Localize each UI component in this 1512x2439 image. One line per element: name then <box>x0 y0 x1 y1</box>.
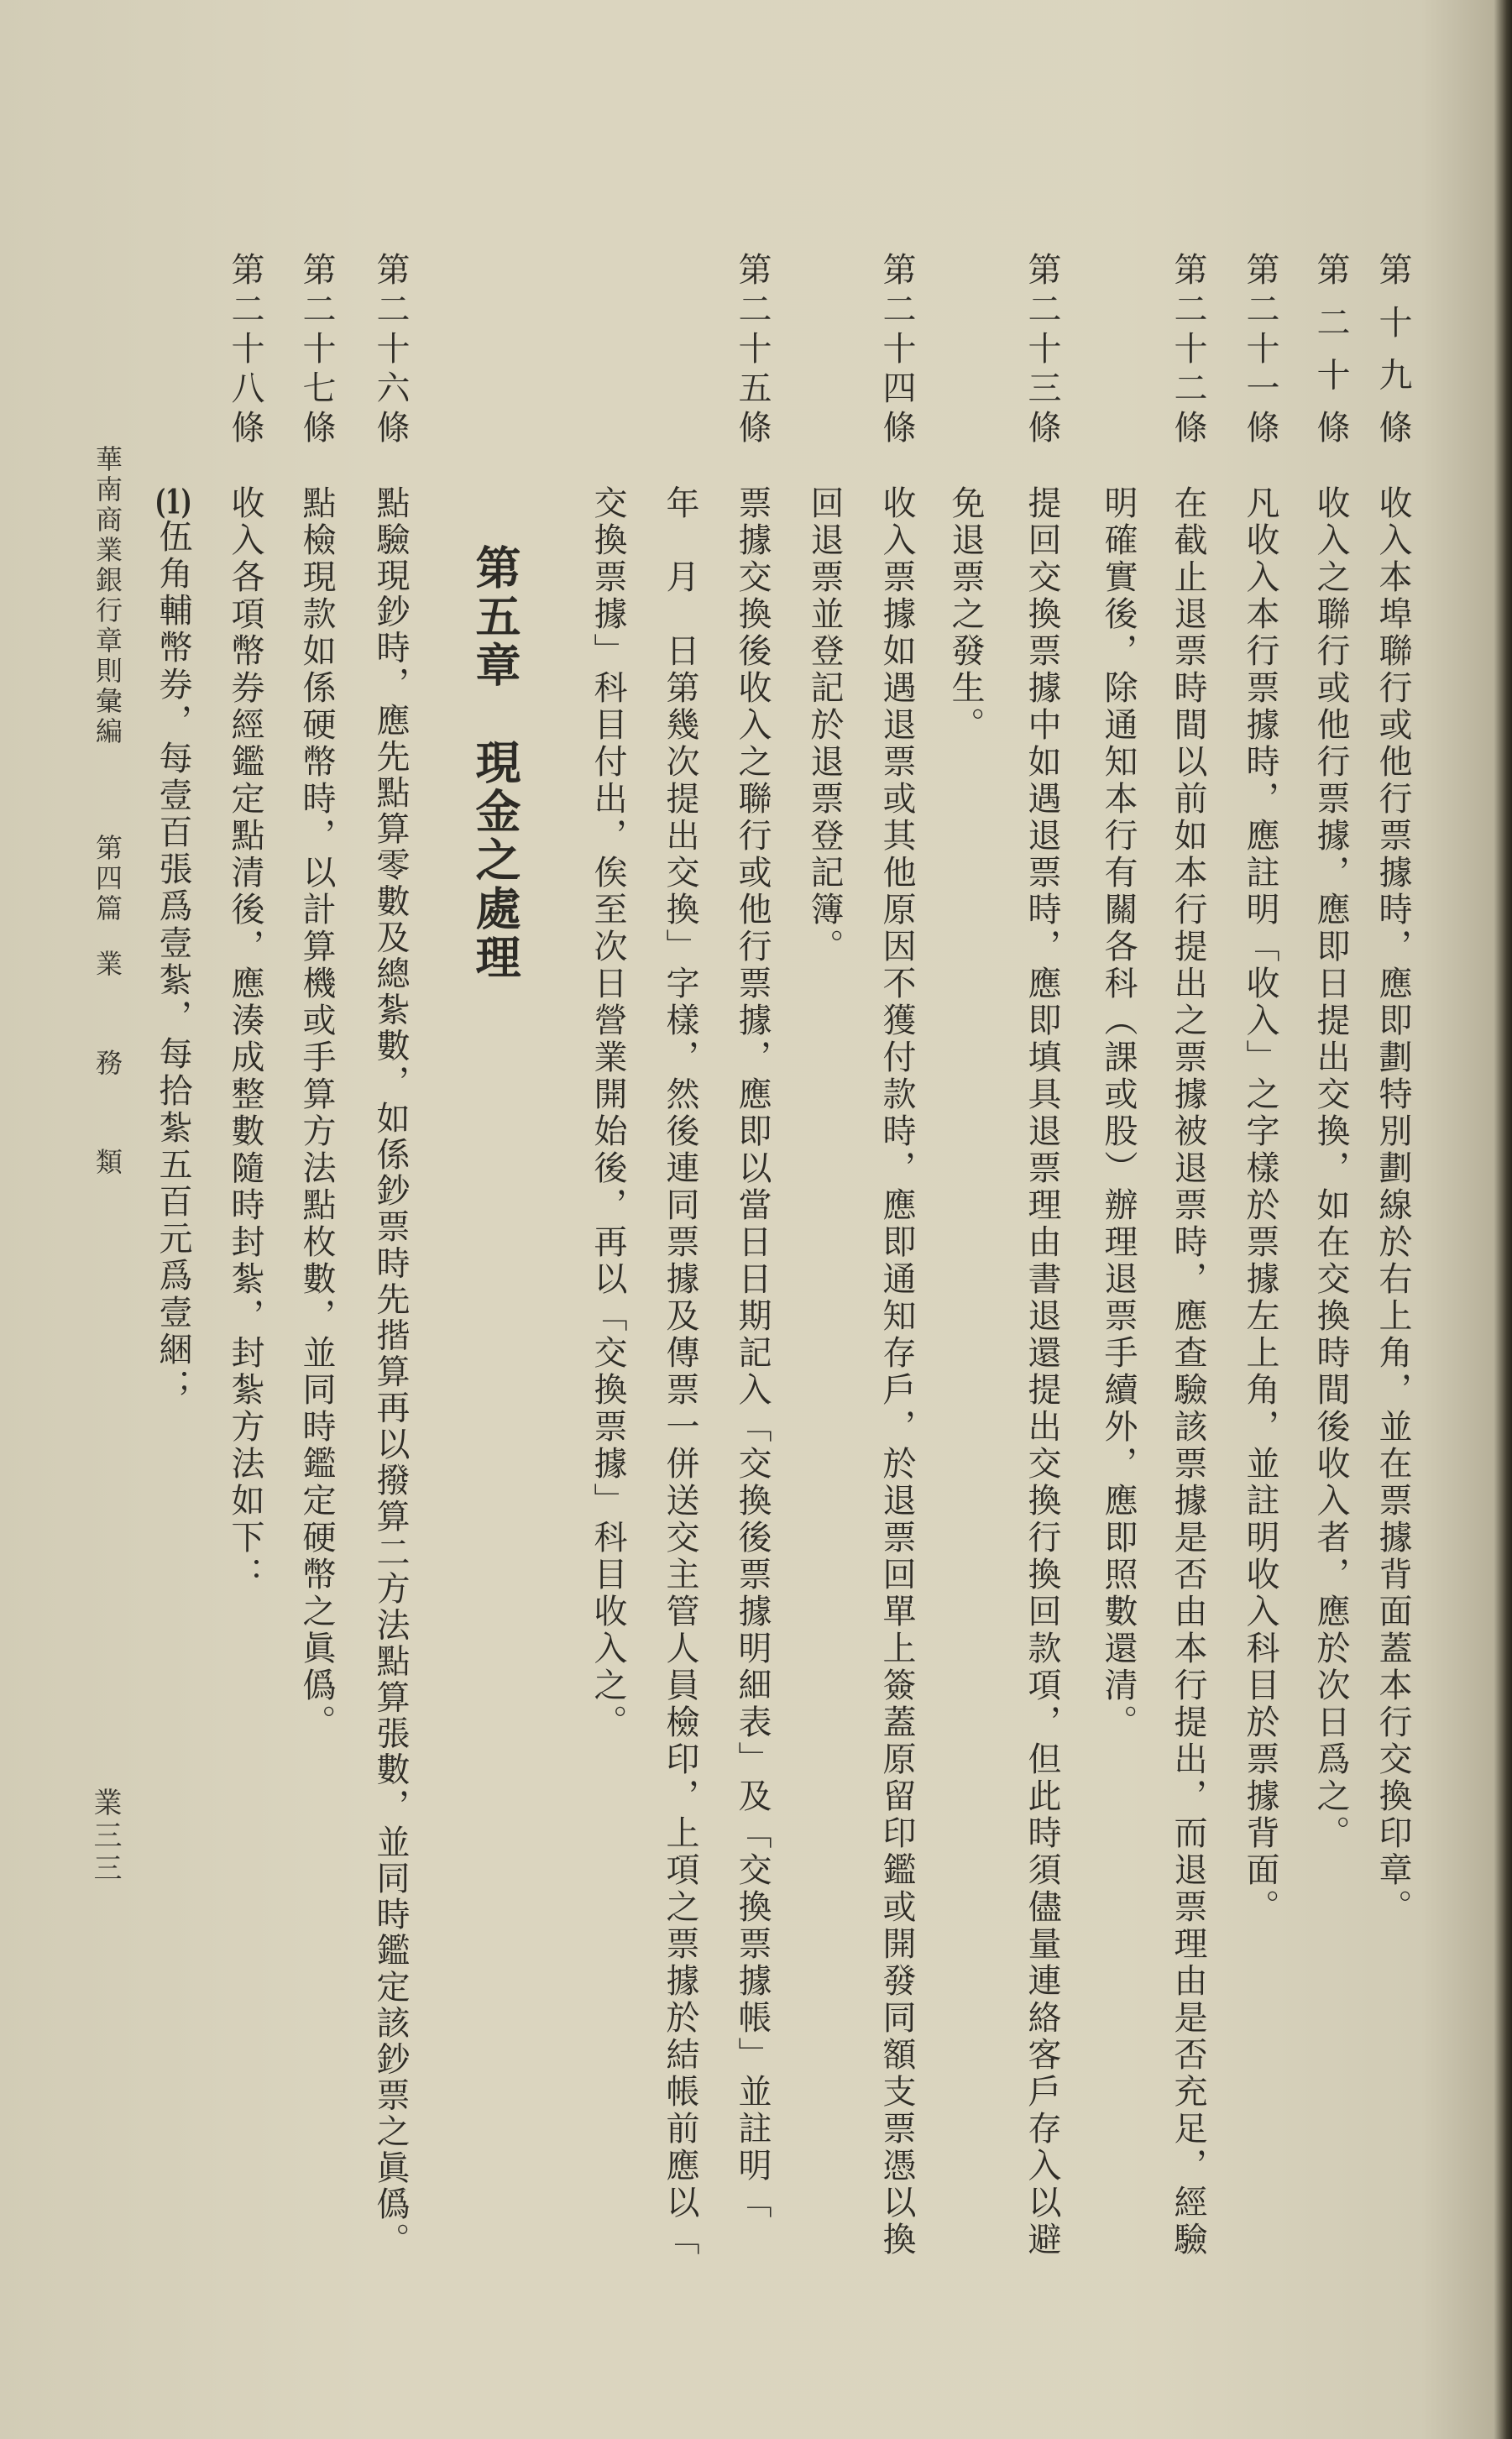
article-number: 第二十四條 <box>877 252 916 449</box>
article-number: 第二十八條 <box>226 252 264 449</box>
article-number: 第二十條 <box>1311 252 1350 463</box>
article-text-line: 收入之聯行或他行票據，應即日提出交換，如在交換時間後收入者，應於次日爲之。 <box>1311 485 1350 1852</box>
article-text-line: 收入各項幣券經鑑定點清後，應湊成整數隨時封紮，封紮方法如下： <box>226 485 264 1594</box>
article-text-line: 回退票並登記於退票登記簿。 <box>805 485 844 966</box>
article-text-line: 交換票據」科目付出，俟至次日營業開始後，再以「交換票據」科目收入之。 <box>589 485 627 1741</box>
article-text-line: 提回交換票據中如遇退票時，應即填具退票理由書退還提出交換行換回款項，但此時須儘量連絡客戶存入以避 <box>1023 485 1061 2258</box>
article-text-line: 凡收入本行票據時，應註明「收入」之字樣於票據左上角，並註明收入科目於票據背面。 <box>1241 485 1279 1926</box>
article-number: 第二十一條 <box>1241 252 1279 449</box>
category-label: 業務類 <box>92 950 123 1247</box>
part-label: 第四篇 <box>92 834 123 924</box>
article-text-line: 點檢現款如係硬幣時，以計算機或手算方法點枚數，並同時鑑定硬幣之眞僞。 <box>297 485 336 1741</box>
list-item-label: (1) <box>154 485 192 519</box>
article-text-line: 點驗現鈔時，應先點算零數及總紮數，如係鈔票時先揩算再以撥算二方法點算張數，並同時鑑定該鈔票之眞僞。 <box>371 485 410 2258</box>
article-number: 第二十六條 <box>371 252 410 449</box>
article-text-line: 票據交換後收入之聯行或他行票據，應即以當日日期記入「交換後票據明細表」及「交換票據帳」並註明「 <box>733 485 772 2222</box>
book-title: 華南商業銀行章則彙編 <box>92 445 123 747</box>
article-text-line: 明確實後，除通知本行有關各科（課或股）辦理退票手續外，應即照數還清。 <box>1099 485 1138 1741</box>
chapter-title: 第五章 現金之處理 <box>468 544 522 982</box>
article-number: 第二十七條 <box>297 252 336 449</box>
list-item <box>154 485 191 1405</box>
article-text-line: 年 月 日第幾次提出交換」字樣，然後連同票據及傳票一併送交主管人員檢印，上項之票據於結帳前應以「 <box>661 485 699 2258</box>
article-text-line: 免退票之發生。 <box>946 485 985 744</box>
article-number: 第二十二條 <box>1169 252 1207 449</box>
article-text-line: 收入本埠聯行或他行票據時，應即劃特別劃線於右上角，並在票據背面蓋本行交換印章。 <box>1373 485 1412 1926</box>
article-number: 第二十五條 <box>733 252 772 449</box>
page-number: 業三三 <box>88 1787 122 1886</box>
article-text-line: 收入票據如遇退票或其他原因不獲付款時，應即通知存戶，於退票回單上簽蓋原留印鑑或開發同額支票憑以換 <box>877 485 916 2258</box>
article-text-line: 在截止退票時間以前如本行提出之票據被退票時，應查驗該票據是否由本行提出，而退票理由是否充足，經驗 <box>1169 485 1207 2258</box>
list-item-text: 伍角輔幣券，每壹百張爲壹紮，每拾紮五百元爲壹綑； <box>154 519 192 1405</box>
article-number: 第十九條 <box>1373 252 1412 463</box>
article-number: 第二十三條 <box>1023 252 1061 449</box>
